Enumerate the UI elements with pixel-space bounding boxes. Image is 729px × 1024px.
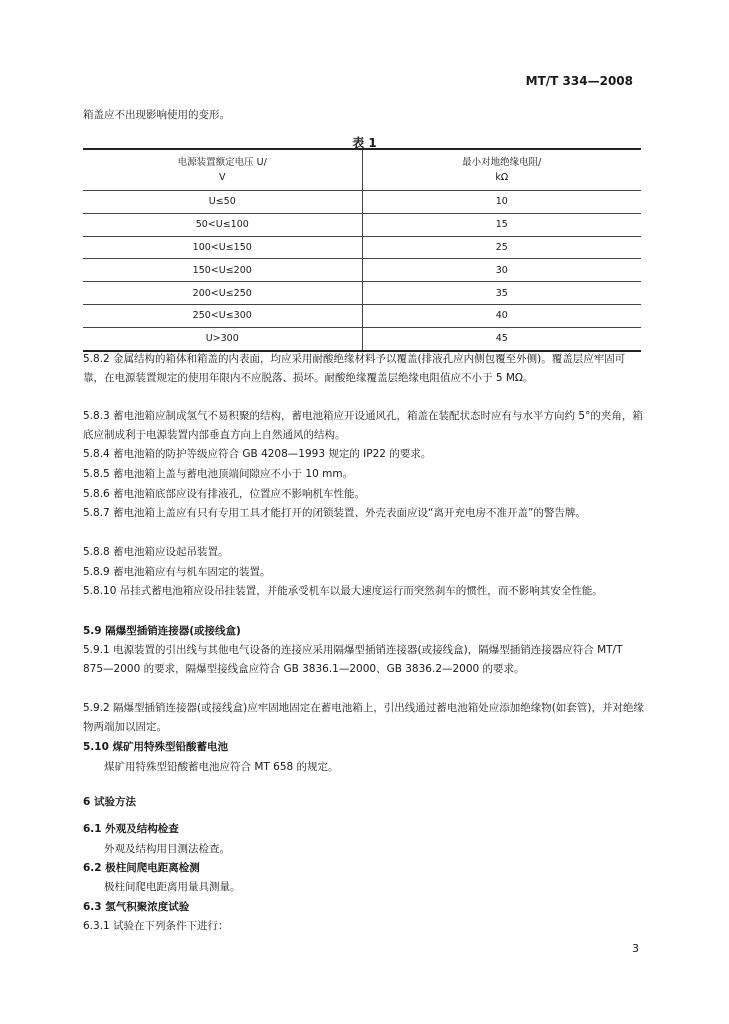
col-resistance-header	[362, 149, 641, 191]
resistance-table	[83, 148, 641, 352]
para-6-2: 极柱间爬电距离用量具测量。	[104, 881, 241, 893]
para-6-3-1: 6.3.1 试验在下列条件下进行：	[83, 920, 229, 932]
col-voltage-header-line1: 电源装置额定电压 U/	[177, 157, 267, 168]
para-5-8-3: 5.8.3 蓄电池箱应制成氢气不易积聚的结构，蓄电池箱应开设通风孔，箱盖在装配状态时应有与水平方向约 5°的夹角，箱底应制成利于电源装置内部垂直方向上自然通风的结构。	[83, 410, 643, 441]
col-voltage-header	[83, 149, 362, 191]
resistance-cell: 30	[362, 259, 641, 282]
intro-line: 箱盖应不出现影响使用的变形。	[83, 109, 230, 121]
para-5-8-4: 5.8.4 蓄电池箱的防护等级应符合 GB 4208—1993 规定的 IP22 的要求。	[83, 448, 432, 460]
table-header-row	[83, 149, 641, 191]
table-row	[83, 213, 641, 236]
table-row	[83, 236, 641, 259]
standard-code: MT/T 334—2008	[525, 74, 633, 88]
para-5-8-8: 5.8.8 蓄电池箱应设起吊装置。	[83, 546, 229, 558]
resistance-cell: 10	[362, 191, 641, 214]
heading-6-2: 6.2 极柱间爬电距离检测	[83, 862, 200, 874]
voltage-cell: U≤50	[83, 191, 362, 214]
para-5-8-10: 5.8.10 吊挂式蓄电池箱应设吊挂装置，并能承受机车以最大速度运行而突然刹车的惯性，而不影响其安全性能。	[83, 585, 603, 597]
col-resistance-header-line1: 最小对地绝缘电阻/	[462, 157, 542, 168]
heading-6: 6 试验方法	[83, 796, 136, 808]
heading-5-10: 5.10 煤矿用特殊型铅酸蓄电池	[83, 741, 229, 753]
table-caption: 表 1	[352, 136, 377, 150]
resistance-cell: 45	[362, 327, 641, 350]
heading-5-9: 5.9 隔爆型插销连接器(或接线盒)	[83, 625, 241, 637]
col-resistance-header-line2: kΩ	[495, 172, 509, 183]
voltage-cell: 150<U≤200	[83, 259, 362, 282]
voltage-cell: 100<U≤150	[83, 236, 362, 259]
voltage-cell: 200<U≤250	[83, 282, 362, 305]
heading-6-3: 6.3 氢气积聚浓度试验	[83, 901, 190, 913]
voltage-cell: 250<U≤300	[83, 304, 362, 327]
para-5-8-6: 5.8.6 蓄电池箱底部应设有排液孔，位置应不影响机车性能。	[83, 488, 366, 500]
page-number: 3	[632, 942, 639, 955]
para-5-10: 煤矿用特殊型铅酸蓄电池应符合 MT 658 的规定。	[104, 761, 339, 773]
resistance-cell: 35	[362, 282, 641, 305]
para-5-9-1: 5.9.1 电源装置的引出线与其他电气设备的连接应采用隔爆型插销连接器(或接线盒)，隔爆型插销连接器应符合 MT/T 875—2000 的要求，隔爆型接线盒应符合 GB 3836.1—2000、GB 3836.2—2000 的要求。	[83, 644, 623, 675]
para-6-1: 外观及结构用目测法检查。	[104, 843, 230, 855]
para-5-8-2: 5.8.2 金属结构的箱体和箱盖的内表面，均应采用耐酸绝缘材料予以覆盖(排液孔应内侧包覆至外侧)。覆盖层应牢固可靠，在电源装置规定的使用年限内不应脱落、损坏。耐酸绝缘覆盖层绝缘电阻值应不小于 5 MΩ。	[83, 353, 626, 384]
voltage-cell: U>300	[83, 327, 362, 350]
table-row	[83, 282, 641, 305]
table-row	[83, 327, 641, 350]
para-5-8-7: 5.8.7 蓄电池箱上盖应有只有专用工具才能打开的闭锁装置、外壳表面应设“离开充电房不准开盖”的警告牌。	[83, 507, 586, 519]
heading-6-1: 6.1 外观及结构检查	[83, 823, 179, 835]
table-row	[83, 304, 641, 327]
col-voltage-header-line2: V	[219, 172, 226, 183]
table-row	[83, 191, 641, 214]
table-row	[83, 259, 641, 282]
para-5-8-5: 5.8.5 蓄电池箱上盖与蓄电池顶端间隙应不小于 10 mm。	[83, 468, 354, 480]
para-5-8-9: 5.8.9 蓄电池箱应有与机车固定的装置。	[83, 566, 271, 578]
resistance-cell: 25	[362, 236, 641, 259]
para-5-9-2: 5.9.2 隔爆型插销连接器(或接线盒)应牢固地固定在蓄电池箱上，引出线通过蓄电池箱处应添加绝缘物(如套管)，并对绝缘物两端加以固定。	[83, 702, 644, 733]
voltage-cell: 50<U≤100	[83, 213, 362, 236]
resistance-cell: 40	[362, 304, 641, 327]
resistance-cell: 15	[362, 213, 641, 236]
